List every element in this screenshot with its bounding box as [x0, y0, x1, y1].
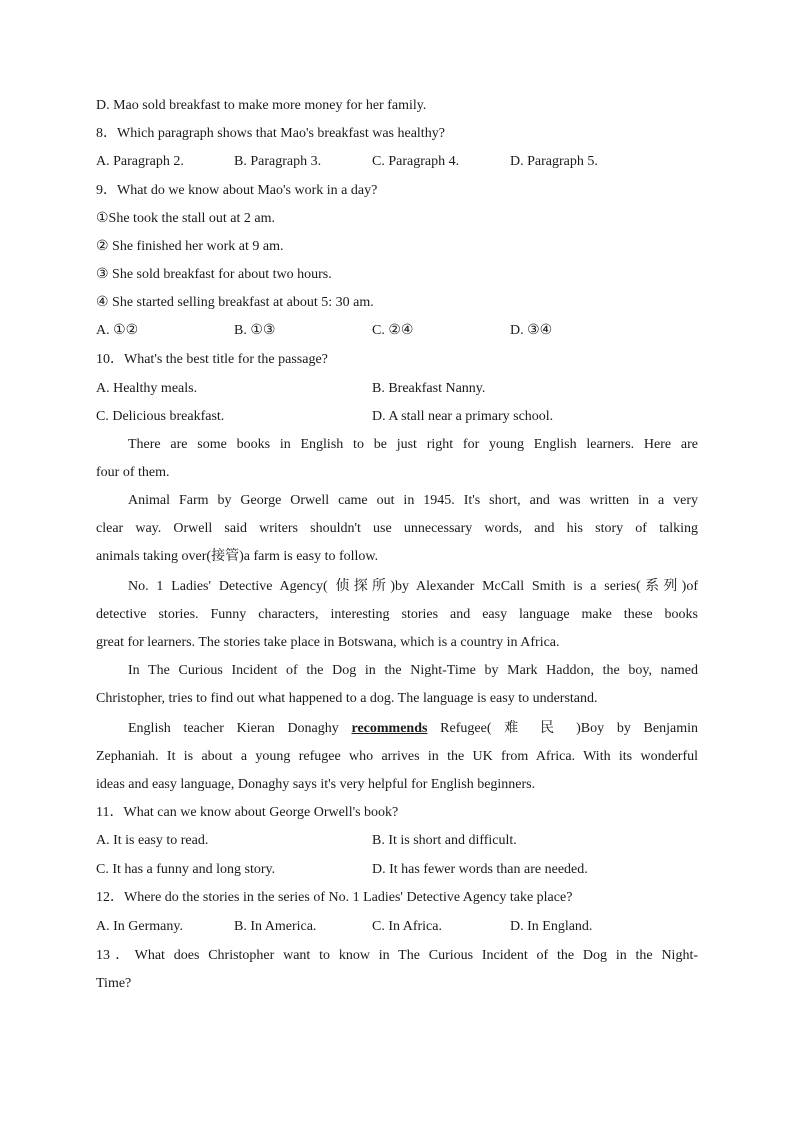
q9-option-b: B. ①③ [234, 323, 276, 338]
q11-option-d: D. It has fewer words than are needed. [372, 862, 588, 877]
paragraph-line: detective stories. Funny characters, interesting stories and easy language make these books [96, 607, 698, 622]
q9-option-a: A. ①② [96, 323, 139, 338]
q10-options-row2 [96, 403, 698, 431]
q10-option-c: C. Delicious breakfast. [96, 409, 225, 424]
p5-text-before: English teacher Kieran Donaghy [128, 721, 352, 736]
q10-option-a: A. Healthy meals. [96, 381, 198, 396]
q9-statement-4: ④ She started selling breakfast at about 5: 30 am. [96, 295, 374, 310]
q12-option-b: B. In America. [234, 919, 317, 934]
q13-stem [96, 942, 698, 998]
q10-options-row1 [96, 375, 698, 403]
paragraph-line: No. 1 Ladies' Detective Agency( 侦探所)by Alexander McCall Smith is a series(系列)of [128, 579, 698, 594]
p5-text-after: Refugee( 难 民 )Boy by Benjamin [427, 721, 698, 736]
paragraph-line: In The Curious Incident of the Dog in the Night-Time by Mark Haddon, the boy, named [128, 663, 698, 678]
q13-stem-line: Time? [96, 976, 132, 991]
passage-paragraph-2 [96, 487, 698, 571]
paragraph-line: four of them. [96, 465, 170, 480]
paragraph-line: ideas and easy language, Donaghy says it's very helpful for English beginners. [96, 777, 536, 792]
q11-option-b: B. It is short and difficult. [372, 833, 517, 848]
paragraph-line: clear way. Orwell said writers shouldn't use unnecessary words, and his story of talking [96, 521, 698, 536]
paragraph-line [96, 715, 698, 743]
q11-option-c: C. It has a funny and long story. [96, 862, 276, 877]
q8-option-a: A. Paragraph 2. [96, 154, 184, 169]
q10-option-b: B. Breakfast Nanny. [372, 381, 486, 396]
paragraph-line: animals taking over(接管)a farm is easy to follow. [96, 549, 379, 564]
q11-option-a: A. It is easy to read. [96, 833, 209, 848]
q7-option-d: D. Mao sold breakfast to make more money for her family. [96, 98, 427, 113]
q9-statement-3: ③ She sold breakfast for about two hours. [96, 267, 332, 282]
paragraph-line: Christopher, tries to find out what happened to a dog. The language is easy to understand. [96, 691, 598, 706]
recommends-keyword: recommends [351, 721, 428, 736]
passage-paragraph-3 [96, 573, 698, 657]
passage-paragraph-5 [96, 715, 698, 799]
q12-options [96, 913, 698, 942]
q9-statement-1: ①She took the stall out at 2 am. [96, 211, 275, 226]
q12-option-d: D. In England. [510, 919, 593, 934]
q9-option-c: C. ②④ [372, 323, 414, 338]
paragraph-line: Animal Farm by George Orwell came out in 1945. It's short, and was written in a very [128, 493, 698, 508]
paragraph-line: There are some books in English to be just right for young English learners. Here are [128, 437, 698, 452]
q9-option-d: D. ③④ [510, 323, 553, 338]
q11-options-row1 [96, 827, 698, 856]
paragraph-line: Zephaniah. It is about a young refugee who arrives in the UK from Africa. With its wonderful [96, 749, 698, 764]
q8-stem: 8．Which paragraph shows that Mao's breakfast was healthy? [96, 126, 445, 141]
passage-paragraph-4 [96, 657, 698, 713]
q8-option-b: B. Paragraph 3. [234, 154, 322, 169]
q11-stem: 11．What can we know about George Orwell's book? [96, 805, 399, 820]
q10-stem: 10．What's the best title for the passage? [96, 352, 328, 367]
paragraph-line: great for learners. The stories take place in Botswana, which is a country in Africa. [96, 635, 560, 650]
q12-stem: 12．Where do the stories in the series of No. 1 Ladies' Detective Agency take place? [96, 890, 573, 905]
q12-option-c: C. In Africa. [372, 919, 442, 934]
q11-options-row2 [96, 856, 698, 884]
q8-option-d: D. Paragraph 5. [510, 154, 598, 169]
q9-statement-2: ② She finished her work at 9 am. [96, 239, 284, 254]
q13-stem-line: 13．What does Christopher want to know in The Curious Incident of the Dog in the Night- [96, 948, 698, 963]
q9-stem: 9．What do we know about Mao's work in a day? [96, 183, 378, 198]
passage-paragraph-1 [96, 431, 698, 487]
q9-options [96, 317, 698, 346]
q8-options [96, 148, 698, 177]
worksheet-page [96, 92, 698, 998]
q8-option-c: C. Paragraph 4. [372, 154, 460, 169]
q10-option-d: D. A stall near a primary school. [372, 409, 554, 424]
q12-option-a: A. In Germany. [96, 919, 183, 934]
